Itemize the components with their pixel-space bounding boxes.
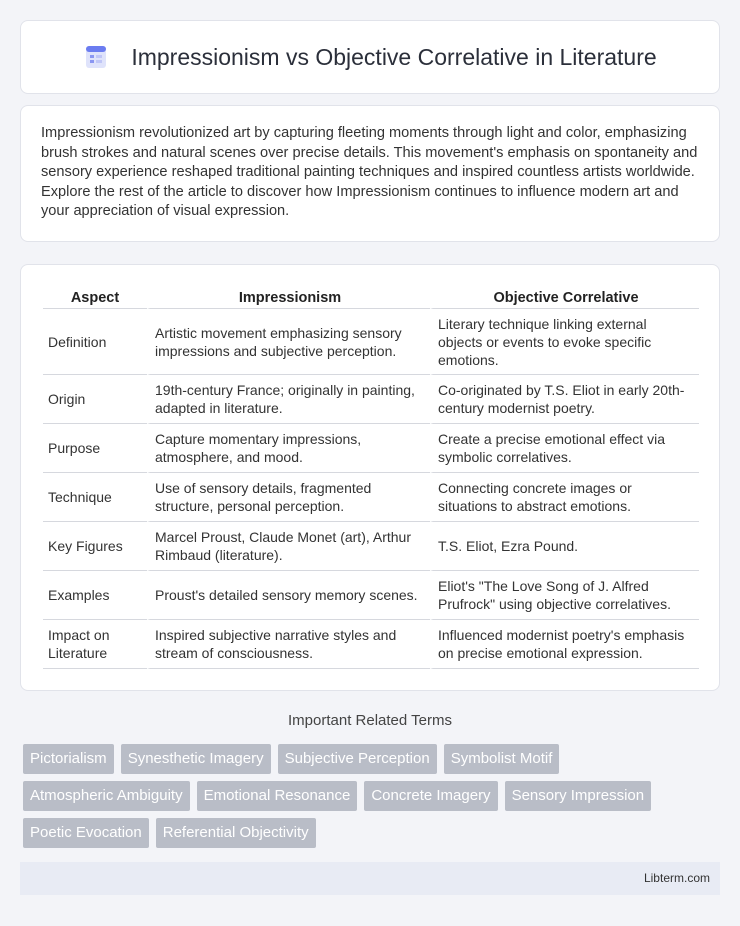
aspect-cell: Key Figures: [43, 522, 147, 571]
footer-site-link[interactable]: Libterm.com: [643, 871, 710, 885]
footer: [20, 862, 720, 895]
related-term-tag[interactable]: Referential Objectivity: [156, 818, 316, 848]
objective-correlative-cell: Literary technique linking external objects or events to evoke specific emotions.: [430, 309, 699, 375]
aspect-cell: Definition: [43, 309, 147, 375]
related-term-tag[interactable]: Poetic Evocation: [23, 818, 149, 848]
table-row: [43, 424, 699, 473]
related-term-tag[interactable]: Emotional Resonance: [197, 781, 358, 811]
table-row: [43, 620, 699, 669]
impressionism-cell: Artistic movement emphasizing sensory impressions and subjective perception.: [147, 309, 430, 375]
column-header: Aspect: [43, 285, 147, 309]
column-header: Objective Correlative: [430, 285, 699, 309]
tag-row: [23, 781, 723, 811]
objective-correlative-cell: T.S. Eliot, Ezra Pound.: [430, 522, 699, 571]
table-row: [43, 375, 699, 424]
objective-correlative-cell: Connecting concrete images or situations to abstract emotions.: [430, 473, 699, 522]
related-term-tag[interactable]: Concrete Imagery: [364, 781, 497, 811]
impressionism-cell: Capture momentary impressions, atmosphere, and mood.: [147, 424, 430, 473]
aspect-cell: Purpose: [43, 424, 147, 473]
related-term-tag[interactable]: Synesthetic Imagery: [121, 744, 271, 774]
objective-correlative-cell: Eliot's "The Love Song of J. Alfred Prufrock" using objective correlatives.: [430, 571, 699, 620]
aspect-cell: Origin: [43, 375, 147, 424]
intro-text: Impressionism revolutionized art by capturing fleeting moments through light and color, emphasizing brush strokes and natural scenes over precise details. This movement's emphasis on spontaneity and sensory experience reshaped traditional painting techniques and inspired countless artists worldwide. Explore the rest of the article to discover how Impressionism continues to influence modern art and your appreciation of visual expression.: [41, 125, 698, 220]
objective-correlative-cell: Influenced modernist poetry's emphasis on precise emotional expression.: [430, 620, 699, 669]
aspect-cell: Technique: [43, 473, 147, 522]
aspect-cell: Impact on Literature: [43, 620, 147, 669]
objective-correlative-cell: Co-originated by T.S. Eliot in early 20th-century modernist poetry.: [430, 375, 699, 424]
impressionism-cell: Inspired subjective narrative styles and stream of consciousness.: [147, 620, 430, 669]
header-card: [20, 20, 720, 94]
objective-correlative-cell: Create a precise emotional effect via symbolic correlatives.: [430, 424, 699, 473]
table-header-row: [43, 285, 699, 309]
impressionism-cell: Marcel Proust, Claude Monet (art), Arthur Rimbaud (literature).: [147, 522, 430, 571]
related-terms-title: Important Related Terms: [288, 712, 452, 729]
comparison-table-card: [20, 264, 720, 691]
related-term-tag[interactable]: Symbolist Motif: [444, 744, 560, 774]
document-icon: [83, 44, 109, 70]
related-term-tag[interactable]: Subjective Perception: [278, 744, 437, 774]
related-term-tag[interactable]: Atmospheric Ambiguity: [23, 781, 190, 811]
related-terms: [23, 744, 723, 855]
page-title: Impressionism vs Objective Correlative in Literature: [131, 43, 657, 70]
aspect-cell: Examples: [43, 571, 147, 620]
related-term-tag[interactable]: Pictorialism: [23, 744, 114, 774]
comparison-table: [43, 285, 699, 669]
related-term-tag[interactable]: Sensory Impression: [505, 781, 652, 811]
table-row: [43, 522, 699, 571]
table-row: [43, 309, 699, 375]
impressionism-cell: Proust's detailed sensory memory scenes.: [147, 571, 430, 620]
impressionism-cell: Use of sensory details, fragmented structure, personal perception.: [147, 473, 430, 522]
tag-row: [23, 818, 723, 848]
tag-row: [23, 744, 723, 774]
intro-card: [20, 105, 720, 242]
table-row: [43, 473, 699, 522]
table-row: [43, 571, 699, 620]
column-header: Impressionism: [147, 285, 430, 309]
impressionism-cell: 19th-century France; originally in painting, adapted in literature.: [147, 375, 430, 424]
